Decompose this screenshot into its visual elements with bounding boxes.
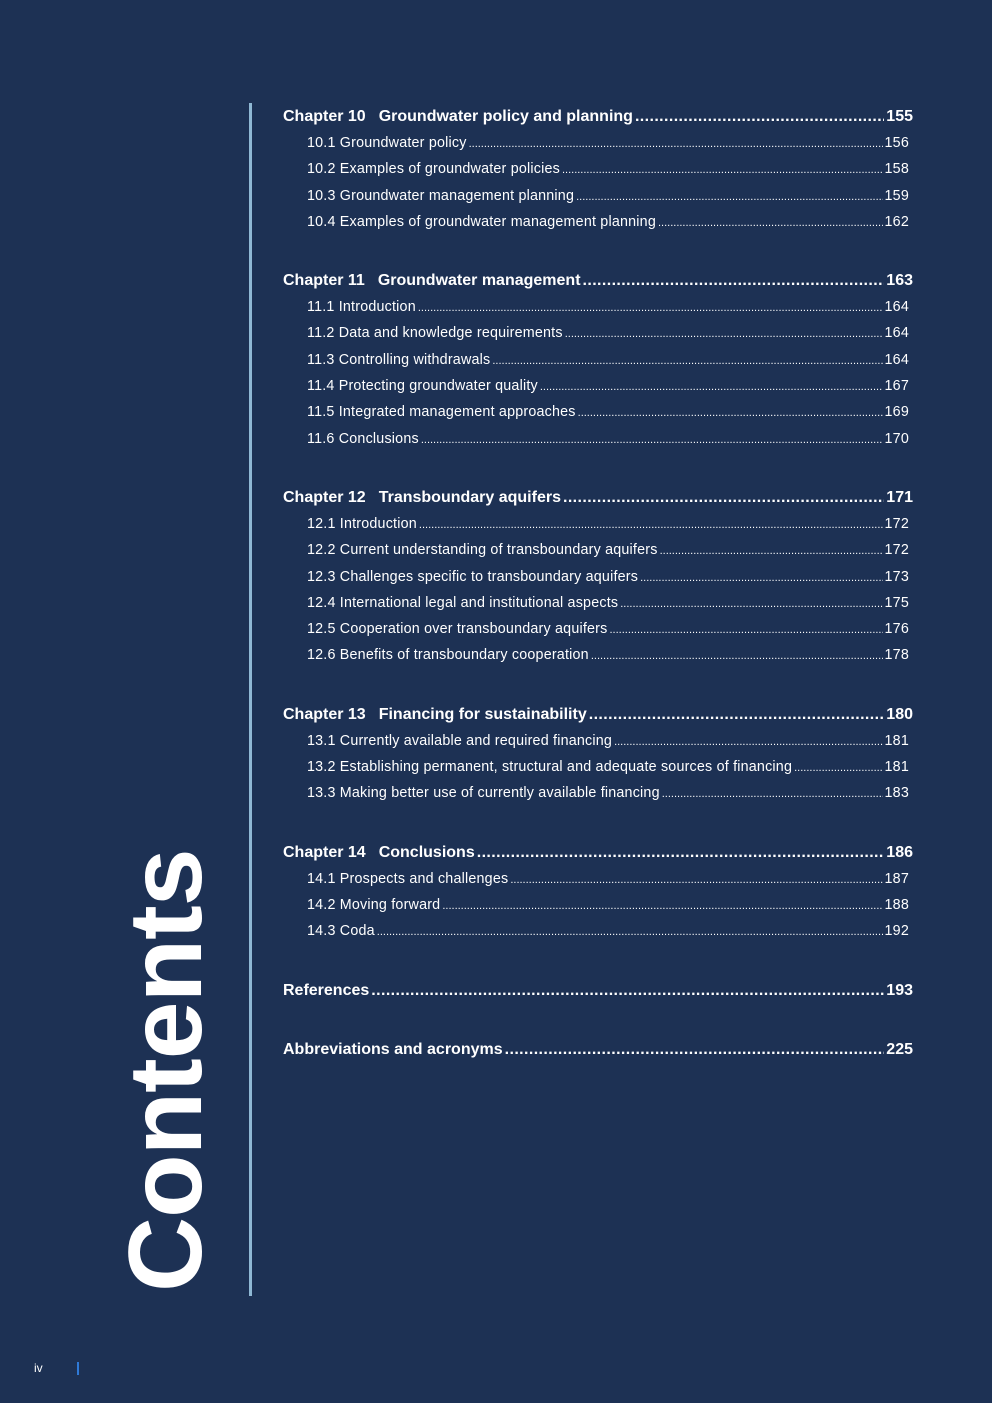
toc-section-row[interactable] [283,511,913,537]
section-title: 11.2 Data and knowledge requirements [307,325,563,342]
chapter-12 [283,485,913,669]
chapter-page: 186 [886,843,913,861]
section-title: 14.1 Prospects and challenges [307,870,509,887]
section-title: 11.6 Conclusions [307,430,419,447]
dot-leader [565,320,883,347]
dot-leader [492,347,882,374]
section-page: 164 [884,351,909,368]
vertical-divider [249,103,252,1296]
chapter-title: Financing for sustainability [378,705,587,723]
chapter-13 [283,702,913,807]
dot-leader [660,537,883,564]
dot-leader [371,978,884,1004]
toc-section-row[interactable] [283,918,913,944]
toc-section-row[interactable] [283,642,913,668]
section-page: 170 [884,430,909,447]
section-page: 164 [884,299,909,316]
dot-leader [510,866,882,893]
dot-leader [591,642,883,669]
section-page: 188 [884,896,909,913]
section-title: 13.3 Making better use of currently available financing [307,785,660,802]
dot-leader [640,564,882,591]
section-page: 158 [884,161,909,178]
toc-section-row[interactable] [283,564,913,590]
backmatter-page: 225 [886,1040,913,1058]
section-page: 162 [884,213,909,230]
section-title: 11.4 Protecting groundwater quality [307,378,538,395]
toc-section-row[interactable] [283,590,913,616]
toc-section-row[interactable] [283,866,913,892]
section-page: 164 [884,325,909,342]
section-page: 159 [884,187,909,204]
section-title: 14.2 Moving forward [307,896,441,913]
chapter-number: Chapter 10 [283,108,366,125]
dot-leader [418,294,883,321]
section-page: 183 [884,785,909,802]
references-entry [283,978,913,1004]
chapter-14 [283,840,913,945]
toc-section-row[interactable] [283,320,913,346]
dot-leader [377,918,883,945]
chapter-number: Chapter 13 [283,705,366,723]
section-title: 12.2 Current understanding of transboundary aquifers [307,542,658,559]
chapter-title: Conclusions [378,843,475,861]
chapter-number: Chapter 11 [283,272,365,290]
toc-chapter-row[interactable] [283,104,913,130]
toc-chapter-row[interactable] [283,485,913,511]
section-title: 12.5 Cooperation over transboundary aquifers [307,621,608,638]
section-page: 178 [884,647,909,664]
dot-leader [563,485,884,511]
toc-backmatter-row[interactable] [283,1037,913,1063]
toc-section-row[interactable] [283,728,913,754]
dot-leader [562,156,883,183]
section-title: 11.1 Introduction [307,299,416,316]
chapter-title: Transboundary aquifers [378,488,561,506]
toc-chapter-row[interactable] [283,268,913,294]
dot-leader [469,130,883,157]
section-page: 169 [884,404,909,421]
toc-section-row[interactable] [283,130,913,156]
abbreviations-entry [283,1037,913,1063]
toc-section-row[interactable] [283,156,913,182]
section-title: 12.3 Challenges specific to transboundary aquifers [307,568,639,585]
contents-heading: Contents [108,849,224,1292]
section-page: 173 [884,568,909,585]
footer-accent-bar [77,1362,79,1375]
section-title: 10.2 Examples of groundwater policies [307,161,560,178]
section-title: 10.4 Examples of groundwater management planning [307,213,656,230]
dot-leader [576,183,882,210]
toc-backmatter-row[interactable] [283,978,913,1004]
toc-section-row[interactable] [283,373,913,399]
chapter-number: Chapter 12 [283,488,366,506]
dot-leader [662,780,883,807]
section-title: 12.4 International legal and institutional aspects [307,594,619,611]
chapter-page: 171 [886,488,913,506]
dot-leader [658,209,883,236]
dot-leader [589,702,885,728]
toc-section-row[interactable] [283,399,913,425]
section-title: 13.2 Establishing permanent, structural and adequate sources of financing [307,759,793,776]
toc-section-row[interactable] [283,294,913,320]
backmatter-title: References [283,981,370,999]
section-title: 11.3 Controlling withdrawals [307,351,491,368]
section-title: 14.3 Coda [307,923,375,940]
toc-section-row[interactable] [283,892,913,918]
toc-section-row[interactable] [283,616,913,642]
toc-section-row[interactable] [283,780,913,806]
chapter-page: 163 [886,272,913,290]
dot-leader [477,840,885,866]
section-title: 10.1 Groundwater policy [307,135,467,151]
toc-section-row[interactable] [283,426,913,452]
toc-section-row[interactable] [283,347,913,373]
page-number: iv [34,1361,43,1375]
dot-leader [442,892,882,919]
dot-leader [609,616,882,643]
chapter-title: Groundwater policy and planning [378,108,633,125]
table-of-contents [283,104,913,1096]
section-title: 10.3 Groundwater management planning [307,187,575,204]
dot-leader [421,426,883,453]
section-page: 187 [884,870,909,887]
toc-chapter-row[interactable] [283,840,913,866]
section-title: 13.1 Currently available and required financing [307,732,613,749]
toc-section-row[interactable] [283,537,913,563]
dot-leader [505,1037,885,1063]
chapter-page: 180 [886,705,913,723]
section-page: 192 [884,923,909,940]
dot-leader [578,399,883,426]
section-title: 12.6 Benefits of transboundary cooperation [307,647,589,664]
section-page: 175 [884,594,909,611]
toc-chapter-row[interactable] [283,702,913,728]
dot-leader [614,728,882,755]
dot-leader [419,511,883,538]
section-page: 172 [884,542,909,559]
chapter-page: 155 [886,108,913,125]
chapter-10 [283,104,913,235]
backmatter-title: Abbreviations and acronyms [283,1040,503,1058]
toc-section-row[interactable] [283,209,913,235]
section-title: 11.5 Integrated management approaches [307,404,576,421]
dot-leader [540,373,883,400]
section-title: 12.1 Introduction [307,515,417,532]
section-page: 172 [884,515,909,532]
section-page: 181 [884,732,909,749]
toc-section-row[interactable] [283,183,913,209]
chapter-title: Groundwater management [377,272,581,290]
section-page: 156 [884,135,909,151]
chapter-11 [283,268,913,452]
section-page: 176 [884,621,909,638]
toc-section-row[interactable] [283,754,913,780]
dot-leader [620,590,882,617]
dot-leader [583,268,885,294]
dot-leader [635,104,884,130]
dot-leader [794,754,882,781]
section-page: 181 [884,759,909,776]
backmatter-page: 193 [886,981,913,999]
chapter-number: Chapter 14 [283,843,366,861]
section-page: 167 [884,378,909,395]
